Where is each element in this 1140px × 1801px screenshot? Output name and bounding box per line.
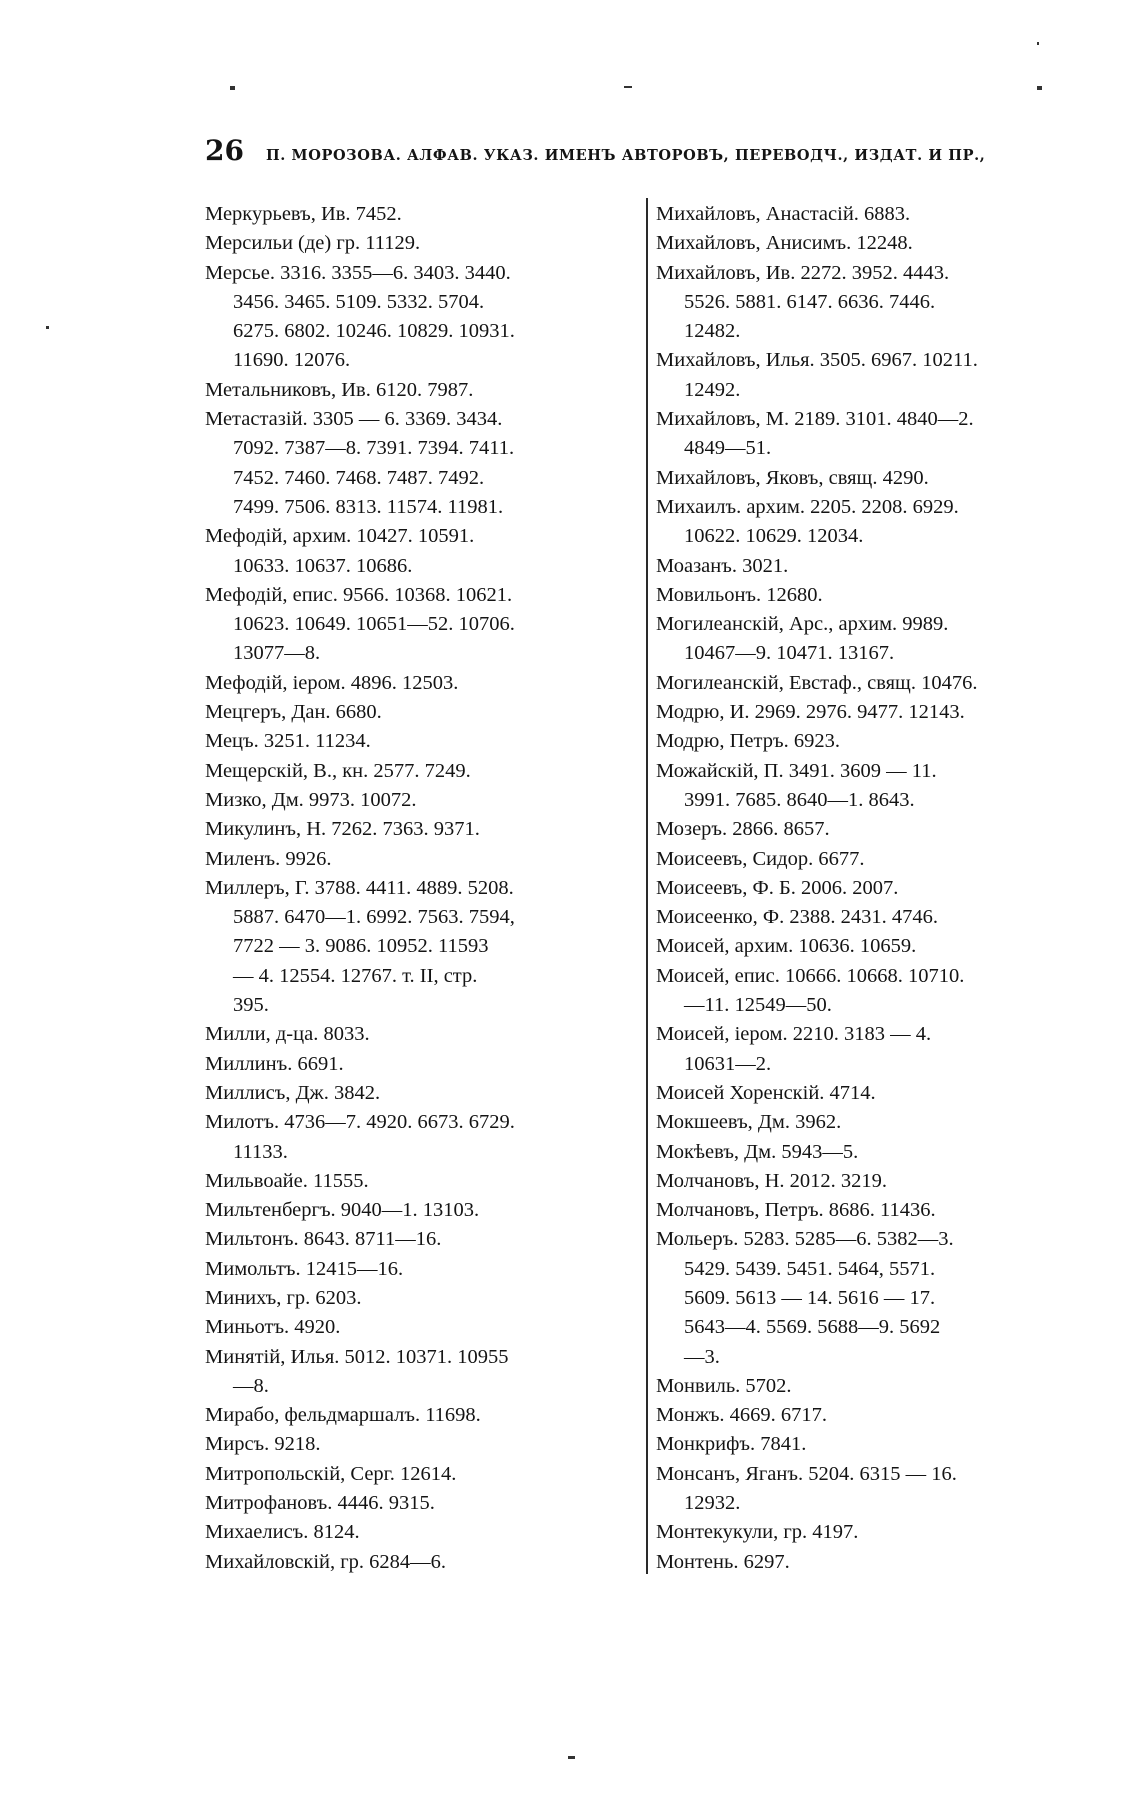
entry-heading-line: Моисей, епис. 10666. 10668. 10710. — [656, 964, 965, 987]
entry-continuation-line: 7092. 7387—8. 7391. 7394. 7411. — [233, 437, 515, 460]
entry-heading-line: Михайловъ, Анисимъ. 12248. — [656, 232, 913, 255]
index-entry — [656, 493, 1088, 552]
index-entry — [656, 581, 1088, 610]
index-column-left — [205, 200, 637, 1577]
entry-continuation-line: 5609. 5613 — 14. 5616 — 17. — [684, 1286, 936, 1309]
entry-continuation-line: 5526. 5881. 6147. 6636. 7446. — [684, 290, 936, 313]
entry-heading-line: Митрофановъ. 4446. 9315. — [205, 1492, 435, 1515]
index-entry — [205, 815, 637, 844]
index-entry — [656, 1108, 1088, 1137]
index-entry — [656, 962, 1088, 1021]
index-entry — [656, 1020, 1088, 1079]
index-entry — [656, 874, 1088, 903]
entry-heading-line: Милотъ. 4736—7. 4920. 6673. 6729. — [205, 1111, 515, 1134]
index-entry — [205, 698, 637, 727]
entry-heading-line: Мольеръ. 5283. 5285—6. 5382—3. — [656, 1228, 954, 1251]
entry-heading-line: Моисей Хоренскій. 4714. — [656, 1081, 876, 1104]
entry-heading-line: Михайловскій, гр. 6284—6. — [205, 1550, 447, 1573]
index-entry — [656, 1167, 1088, 1196]
entry-heading-line: Моисей, іером. 2210. 3183 — 4. — [656, 1023, 932, 1046]
entry-heading-line: Мирабо, фельдмаршалъ. 11698. — [205, 1404, 481, 1427]
index-entry — [205, 1460, 637, 1489]
entry-heading-line: Михайловъ, Анастасій. 6883. — [656, 203, 911, 225]
entry-heading-line: Монжъ. 4669. 6717. — [656, 1404, 828, 1427]
entry-heading-line: Михайловъ, Ив. 2272. 3952. 4443. — [656, 261, 950, 284]
running-title: П. МОРОЗОВА. АЛФАВ. УКАЗ. ИМЕНЪ АВТОРОВЪ, ПЕРЕВОДЧ., ИЗДАТ. И ПР., — [265, 147, 986, 164]
entry-heading-line: Мокшеевъ, Дм. 3962. — [656, 1111, 842, 1134]
entry-heading-line: Мильтенбергъ. 9040—1. 13103. — [205, 1199, 480, 1222]
entry-heading-line: Михайловъ, Илья. 3505. 6967. 10211. — [656, 349, 978, 372]
index-entry — [205, 1255, 637, 1284]
entry-heading-line: Монкрифъ. 7841. — [656, 1433, 807, 1456]
entry-heading-line: Молчановъ, Н. 2012. 3219. — [656, 1169, 888, 1192]
entry-heading-line: Могилеанскій, Евстаф., свящ. 10476. — [656, 671, 978, 694]
entry-continuation-line: — 4. 12554. 12767. т. II, стр. — [233, 964, 478, 987]
entry-continuation-line: 3991. 7685. 8640—1. 8643. — [684, 788, 915, 811]
entry-heading-line: Михайловъ, М. 2189. 3101. 4840—2. — [656, 408, 974, 431]
index-entry — [205, 259, 637, 376]
entry-heading-line: Михайловъ, Яковъ, свящ. 4290. — [656, 466, 929, 489]
entry-continuation-line: 395. — [233, 994, 269, 1017]
entry-heading-line: Милли, д-ца. 8033. — [205, 1023, 370, 1046]
index-entry — [205, 727, 637, 756]
entry-heading-line: Можайскій, П. 3491. 3609 — 11. — [656, 759, 937, 782]
scan-speck — [46, 326, 49, 329]
entry-heading-line: Мецгеръ, Дан. 6680. — [205, 701, 382, 724]
index-entry — [656, 727, 1088, 756]
index-entry — [656, 1430, 1088, 1459]
index-entry — [656, 1548, 1088, 1577]
index-entry — [656, 405, 1088, 464]
index-entry — [656, 757, 1088, 816]
index-entry — [656, 346, 1088, 405]
entry-heading-line: Мовильонъ. 12680. — [656, 583, 823, 606]
entry-heading-line: Мефодій, епис. 9566. 10368. 10621. — [205, 583, 513, 606]
entry-continuation-line: 5643—4. 5569. 5688—9. 5692 — [684, 1316, 941, 1339]
index-entry — [656, 1518, 1088, 1547]
entry-heading-line: Мерсье. 3316. 3355—6. 3403. 3440. — [205, 261, 511, 284]
index-entry — [656, 669, 1088, 698]
entry-continuation-line: 10622. 10629. 12034. — [684, 525, 864, 548]
entry-continuation-line: 11690. 12076. — [233, 349, 351, 372]
entry-heading-line: Мильвоайе. 11555. — [205, 1169, 369, 1192]
index-entry — [205, 1050, 637, 1079]
entry-heading-line: Молчановъ, Петръ. 8686. 11436. — [656, 1199, 936, 1222]
entry-continuation-line: 4849—51. — [684, 437, 772, 460]
index-entry — [205, 757, 637, 786]
entry-heading-line: Мирсъ. 9218. — [205, 1433, 321, 1456]
index-entry — [656, 903, 1088, 932]
entry-continuation-line: 7722 — 3. 9086. 10952. 11593 — [233, 935, 489, 958]
entry-heading-line: Монвиль. 5702. — [656, 1374, 792, 1397]
entry-heading-line: Моисей, архим. 10636. 10659. — [656, 935, 917, 958]
entry-heading-line: Мецъ. 3251. 11234. — [205, 730, 371, 753]
index-entry — [205, 1489, 637, 1518]
entry-continuation-line: 10631—2. — [684, 1052, 772, 1075]
entry-heading-line: Мефодій, архим. 10427. 10591. — [205, 525, 475, 548]
index-entry — [205, 1548, 637, 1577]
index-entry — [656, 932, 1088, 961]
entry-continuation-line: 10623. 10649. 10651—52. 10706. — [233, 613, 515, 636]
entry-heading-line: Мерсильи (де) гр. 11129. — [205, 232, 421, 255]
entry-heading-line: Монсанъ, Яганъ. 5204. 6315 — 16. — [656, 1462, 957, 1485]
entry-heading-line: Моазанъ. 3021. — [656, 554, 789, 577]
column-divider — [646, 198, 648, 1574]
entry-heading-line: Мокѣевъ, Дм. 5943—5. — [656, 1140, 859, 1163]
entry-continuation-line: 10467—9. 10471. 13167. — [684, 642, 895, 665]
entry-continuation-line: 3456. 3465. 5109. 5332. 5704. — [233, 290, 485, 313]
index-entry — [656, 259, 1088, 347]
entry-continuation-line: 5887. 6470—1. 6992. 7563. 7594, — [233, 906, 515, 929]
index-entry — [205, 1430, 637, 1459]
entry-continuation-line: 13077—8. — [233, 642, 321, 665]
index-entry — [205, 786, 637, 815]
entry-heading-line: Миленъ. 9926. — [205, 847, 332, 870]
index-entry — [205, 405, 637, 522]
page-header — [205, 134, 1085, 174]
entry-heading-line: Метастазій. 3305 — 6. 3369. 3434. — [205, 408, 503, 431]
index-entry — [205, 1313, 637, 1342]
index-entry — [205, 1167, 637, 1196]
index-entry — [656, 1079, 1088, 1108]
index-entry — [656, 200, 1088, 229]
index-entry — [205, 669, 637, 698]
entry-heading-line: Михаилъ. архим. 2205. 2208. 6929. — [656, 495, 959, 518]
index-entry — [205, 1108, 637, 1167]
index-entry — [205, 229, 637, 258]
entry-heading-line: Монтекукули, гр. 4197. — [656, 1521, 859, 1544]
entry-continuation-line: 7452. 7460. 7468. 7487. 7492. — [233, 466, 485, 489]
index-entry — [656, 229, 1088, 258]
index-entry — [205, 1079, 637, 1108]
index-entry — [656, 845, 1088, 874]
index-entry — [205, 1196, 637, 1225]
index-entry — [205, 581, 637, 669]
index-entry — [656, 610, 1088, 669]
entry-heading-line: Монтень. 6297. — [656, 1550, 790, 1573]
entry-continuation-line: 5429. 5439. 5451. 5464, 5571. — [684, 1257, 936, 1280]
entry-heading-line: Минятій, Илья. 5012. 10371. 10955 — [205, 1345, 509, 1368]
entry-continuation-line: 12932. — [684, 1492, 741, 1515]
index-entry — [656, 1225, 1088, 1371]
entry-continuation-line: 7499. 7506. 8313. 11574. 11981. — [233, 495, 504, 518]
entry-heading-line: Миллисъ, Дж. 3842. — [205, 1081, 381, 1104]
entry-heading-line: Меркурьевъ, Ив. 7452. — [205, 203, 402, 225]
index-entry — [656, 1372, 1088, 1401]
index-entry — [205, 845, 637, 874]
entry-heading-line: Метальниковъ, Ив. 6120. 7987. — [205, 378, 474, 401]
entry-continuation-line: 12482. — [684, 320, 741, 343]
entry-heading-line: Мефодій, іером. 4896. 12503. — [205, 671, 459, 694]
entry-heading-line: Модрю, Петръ. 6923. — [656, 730, 840, 753]
index-entry — [205, 874, 637, 1020]
index-entry — [205, 376, 637, 405]
index-entry — [656, 552, 1088, 581]
entry-heading-line: Миллинъ. 6691. — [205, 1052, 344, 1075]
entry-heading-line: Мизко, Дм. 9973. 10072. — [205, 788, 417, 811]
index-entry — [205, 1518, 637, 1547]
entry-heading-line: Михаелисъ. 8124. — [205, 1521, 360, 1544]
entry-heading-line: Мещерскій, В., кн. 2577. 7249. — [205, 759, 471, 782]
entry-heading-line: Модрю, И. 2969. 2976. 9477. 12143. — [656, 701, 965, 724]
entry-continuation-line: —8. — [233, 1374, 269, 1397]
index-entry — [656, 815, 1088, 844]
entry-continuation-line: —11. 12549—50. — [684, 994, 832, 1017]
index-entry — [656, 698, 1088, 727]
entry-continuation-line: 11133. — [233, 1140, 288, 1163]
index-entry — [205, 522, 637, 581]
page-number: 26 — [205, 134, 244, 167]
index-entry — [205, 1284, 637, 1313]
index-column-right — [656, 200, 1088, 1577]
scan-speck — [568, 1756, 575, 1759]
entry-heading-line: Моисеевъ, Ф. Б. 2006. 2007. — [656, 876, 899, 899]
entry-continuation-line: —3. — [684, 1345, 720, 1368]
entry-heading-line: Минихъ, гр. 6203. — [205, 1286, 362, 1309]
index-entry — [205, 1343, 637, 1402]
index-entry — [656, 1196, 1088, 1225]
entry-heading-line: Митропольскій, Серг. 12614. — [205, 1462, 457, 1485]
scan-speck — [230, 86, 235, 90]
entry-heading-line: Мозеръ. 2866. 8657. — [656, 818, 830, 841]
index-entry — [656, 1460, 1088, 1519]
index-entry — [205, 200, 637, 229]
scan-speck — [1037, 42, 1039, 45]
entry-heading-line: Миньотъ. 4920. — [205, 1316, 341, 1339]
index-entry — [656, 1138, 1088, 1167]
entry-heading-line: Моисеенко, Ф. 2388. 2431. 4746. — [656, 906, 938, 929]
scan-speck — [624, 86, 632, 88]
entry-continuation-line: 6275. 6802. 10246. 10829. 10931. — [233, 320, 515, 343]
entry-heading-line: Миллеръ, Г. 3788. 4411. 4889. 5208. — [205, 876, 514, 899]
index-entry — [205, 1401, 637, 1430]
entry-heading-line: Микулинъ, Н. 7262. 7363. 9371. — [205, 818, 480, 841]
entry-heading-line: Мильтонъ. 8643. 8711—16. — [205, 1228, 442, 1251]
index-entry — [656, 1401, 1088, 1430]
entry-continuation-line: 10633. 10637. 10686. — [233, 554, 413, 577]
entry-continuation-line: 12492. — [684, 378, 741, 401]
index-entry — [656, 464, 1088, 493]
entry-heading-line: Моисеевъ, Сидор. 6677. — [656, 847, 865, 870]
entry-heading-line: Мимольтъ. 12415—16. — [205, 1257, 404, 1280]
index-entry — [205, 1225, 637, 1254]
entry-heading-line: Могилеанскій, Арс., архим. 9989. — [656, 613, 949, 636]
scan-speck — [1037, 86, 1042, 90]
index-entry — [205, 1020, 637, 1049]
